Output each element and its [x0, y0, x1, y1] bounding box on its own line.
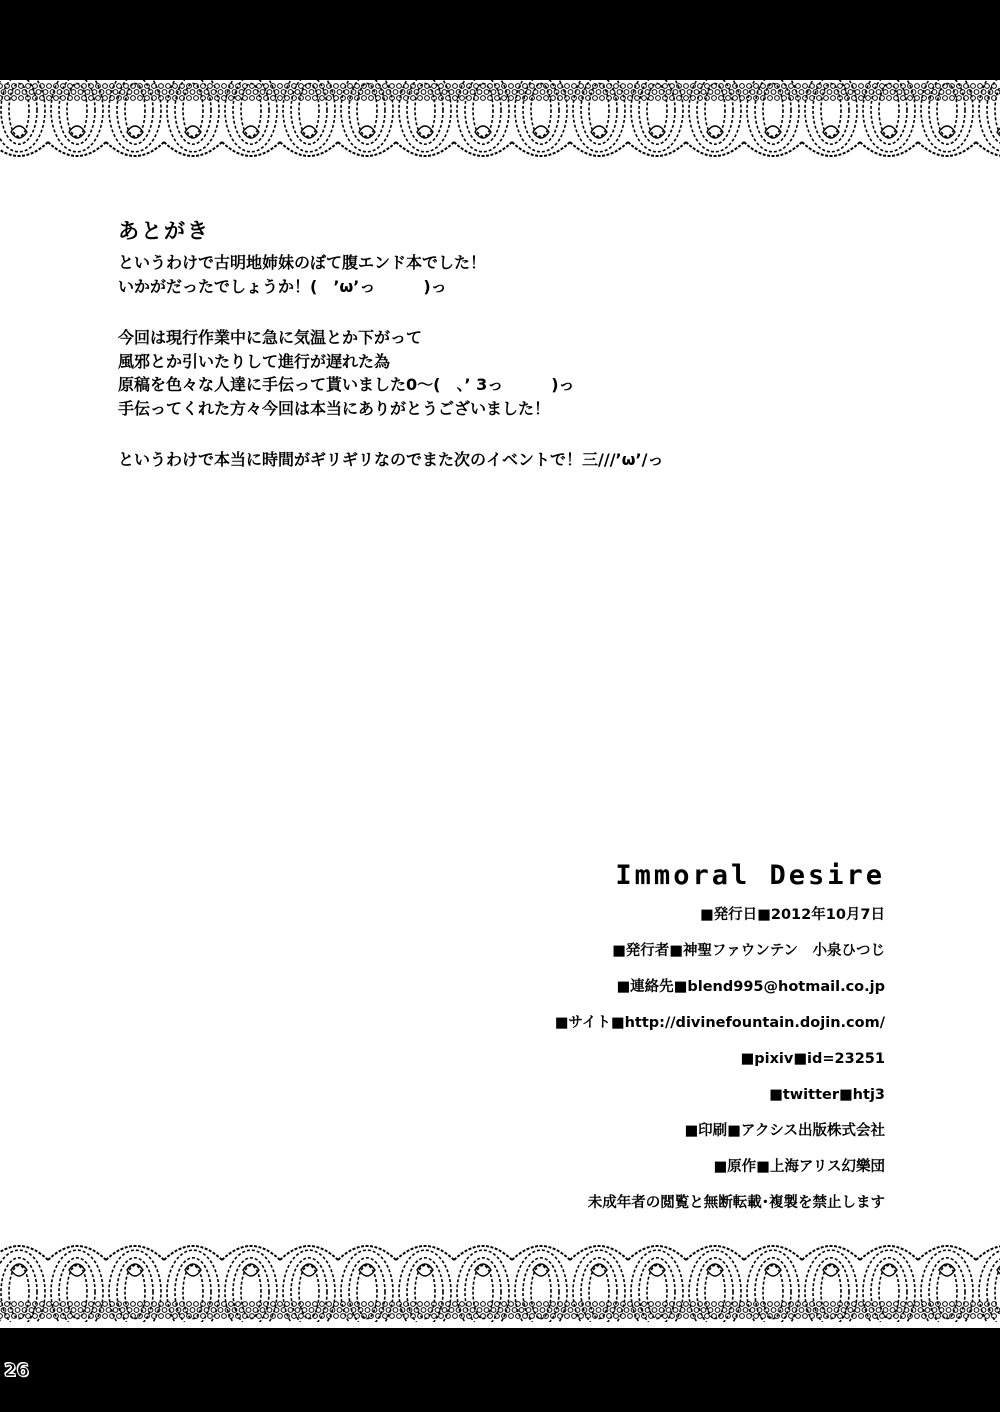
pixiv-id: ■pixiv■id=23251: [740, 1051, 885, 1067]
website-url: ■サイト■http://divinefountain.dojin.com/: [554, 1015, 885, 1031]
afterword-line: 手伝ってくれた方々今回は本当にありがとうございました！: [118, 398, 551, 418]
printer: ■印刷■アクシス出版株式会社: [684, 1123, 885, 1139]
document-page: [0, 80, 1000, 1328]
afterword-paragraph-3: [118, 448, 878, 472]
publisher: ■発行者■神聖ファウンテン 小泉ひつじ: [612, 943, 885, 959]
lace-border-top: [0, 80, 1000, 162]
afterword-heading: あとがき: [118, 219, 210, 243]
contact-email: ■連絡先■blend995@hotmail.co.jp: [616, 979, 885, 995]
afterword-line: というわけで本当に時間がギリギリなのでまた次のイベントで！三///’ω’/っ: [118, 450, 664, 469]
lace-border-bottom: [0, 1240, 1000, 1322]
release-date: ■発行日■2012年10月7日: [699, 907, 885, 923]
afterword-line: 風邪とか引いたりして進行が遅れた為: [118, 351, 391, 371]
twitter-handle: ■twitter■htj3: [769, 1087, 885, 1103]
original-work: ■原作■上海アリス幻樂団: [713, 1159, 885, 1175]
book-title: Immoral Desire: [615, 860, 885, 891]
colophon: [555, 860, 885, 1229]
afterword-paragraph-1: [118, 251, 878, 298]
afterword-line: 今回は現行作業中に急に気温とか下がって: [118, 328, 423, 347]
copyright-notice: 未成年者の閲覧と無断転載･複製を禁止します: [587, 1195, 885, 1211]
afterword-paragraph-2: [118, 326, 878, 420]
afterword-line: 原稿を色々な人達に手伝って貰いました0～( 、’ 3っ )っ: [118, 375, 575, 394]
afterword-section: [118, 215, 878, 500]
page-number: 26: [4, 1360, 30, 1381]
afterword-line: いかがだったでしょうか！( ’ω’っ )っ: [118, 276, 447, 296]
afterword-line: というわけで古明地姉妹のぼて腹エンド本でした！: [118, 253, 487, 272]
